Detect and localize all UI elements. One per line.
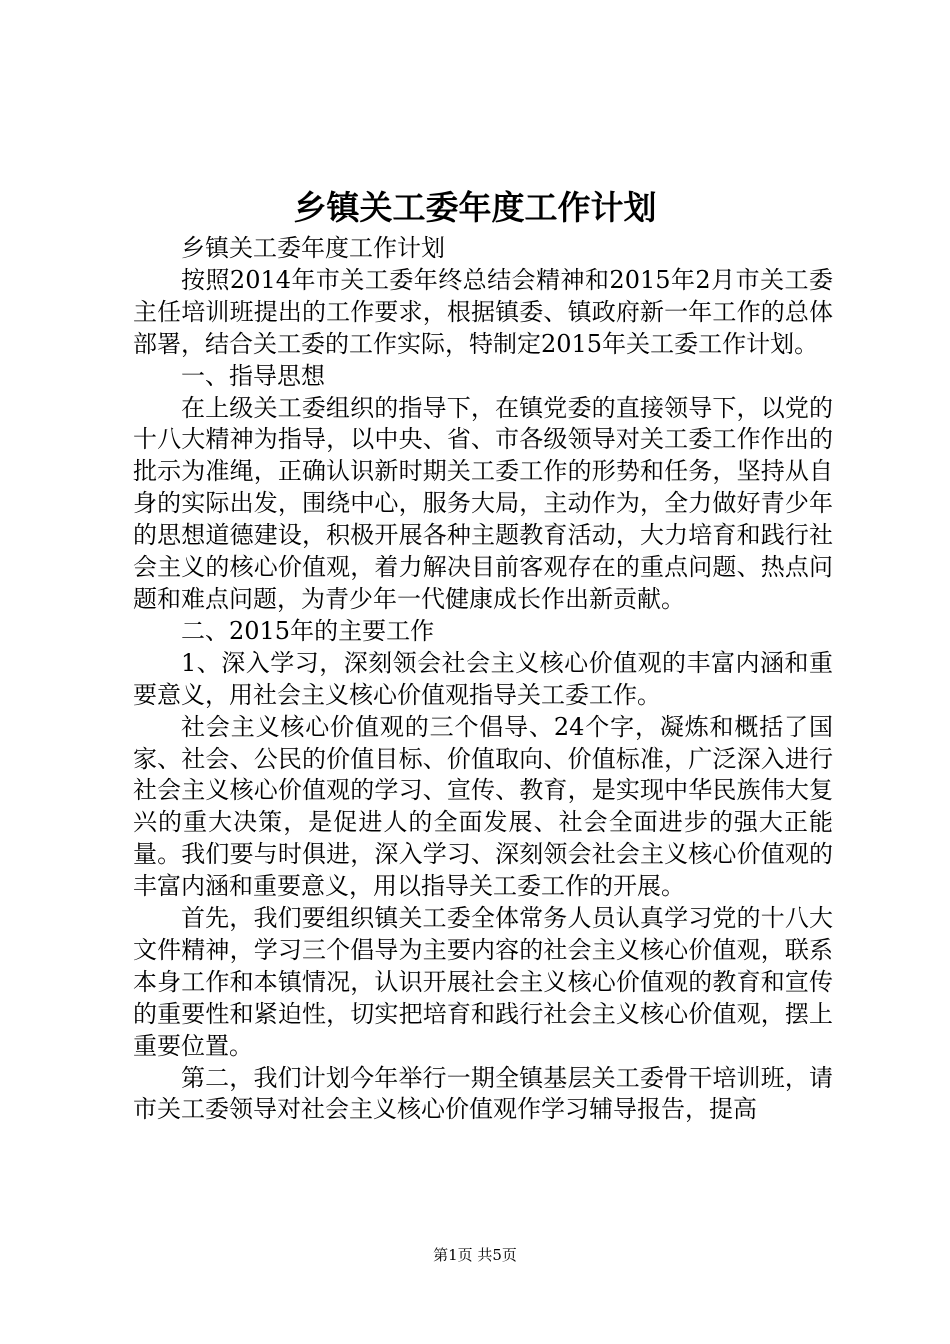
paragraph-first: 首先，我们要组织镇关工委全体常务人员认真学习党的十八大文件精神，学习三个倡导为主要内容的社会主义核心价值观，联系本身工作和本镇情况，认识开展社会主义核心价值观的教育和宣传的重要性和紧迫性，切实把培育和践行社会主义核心价值观，摆上重要位置。: [133, 904, 833, 1060]
document-body: [133, 233, 833, 1126]
page-footer: 第1页 共5页: [433, 1246, 517, 1264]
section-heading-main-work: 二、2015年的主要工作: [181, 616, 435, 645]
paragraph-subtitle: 乡镇关工委年度工作计划: [181, 234, 445, 262]
paragraph-item-1: 1、深入学习，深刻领会社会主义核心价值观的丰富内涵和重要意义，用社会主义核心价值观指导关工委工作。: [133, 648, 833, 709]
paragraph-intro: 按照2014年市关工委年终总结会精神和2015年2月市关工委主任培训班提出的工作要求，根据镇委、镇政府新一年工作的总体部署，结合关工委的工作实际，特制定2015年关工委工作计划。: [133, 265, 833, 358]
paragraph-second: 第二，我们计划今年举行一期全镇基层关工委骨干培训班，请市关工委领导对社会主义核心价值观作学习辅导报告，提高: [133, 1063, 833, 1124]
document-title: 乡镇关工委年度工作计划: [293, 188, 657, 227]
paragraph-core-values: 社会主义核心价值观的三个倡导、24个字，凝炼和概括了国家、社会、公民的价值目标、价值取向、价值标准，广泛深入进行社会主义核心价值观的学习、宣传、教育，是实现中华民族伟大复兴的重大决策，是促进人的全面发展、社会全面进步的强大正能量。我们要与时俱进，深入学习、深刻领会社会主义核心价值观的丰富内涵和重要意义，用以指导关工委工作的开展。: [133, 712, 833, 901]
paragraph-guiding-thought: 在上级关工委组织的指导下，在镇党委的直接领导下，以党的十八大精神为指导，以中央、省、市各级领导对关工委工作作出的批示为准绳，正确认识新时期关工委工作的形势和任务，坚持从自身的实际出发，围绕中心，服务大局，主动作为，全力做好青少年的思想道德建设，积极开展各种主题教育活动，大力培育和践行社会主义的核心价值观，着力解决目前客观存在的重点问题、热点问题和难点问题，为青少年一代健康成长作出新贡献。: [133, 393, 833, 613]
section-heading-guiding-thought: 一、指导思想: [181, 361, 325, 390]
